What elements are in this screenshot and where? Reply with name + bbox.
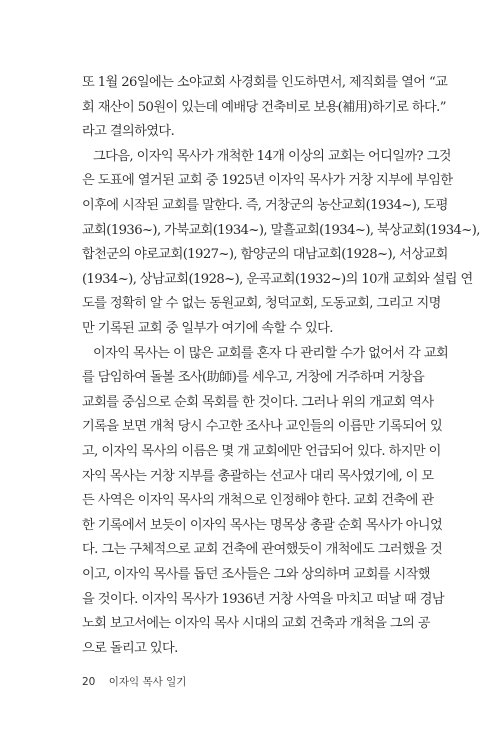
page-footer bbox=[82, 674, 186, 689]
page-number: 20 bbox=[82, 676, 96, 688]
body-line: 을 것이다. 이자익 목사가 1936년 거창 사역을 마치고 떠날 때 경남 bbox=[82, 591, 445, 607]
body-line: 으로 돌리고 있다. bbox=[82, 640, 178, 656]
body-line: 교회(1936~), 가북교회(1934~), 말흘교회(1934~), 북상교회(1934~), bbox=[82, 222, 480, 238]
body-line: 또 1월 26일에는 소야교회 사경회를 인도하면서, 제직회를 열어 “교 bbox=[82, 75, 448, 90]
body-line: 한 기록에서 보듯이 이자익 목사는 명목상 총괄 순회 목사가 아니었 bbox=[82, 517, 443, 533]
body-line: 이고, 이자익 목사를 돕던 조사들은 그와 상의하며 교회를 시작했 bbox=[82, 567, 430, 582]
running-title: 이자익 목사 일기 bbox=[108, 676, 187, 688]
body-line: 자익 목사는 거창 지부를 총괄하는 선교사 대리 목사였기에, 이 모 bbox=[82, 468, 434, 484]
body-line: 기록을 보면 개척 당시 수고한 조사나 교인들의 이름만 기록되어 있 bbox=[82, 419, 443, 435]
body-line: 은 도표에 열거된 교회 중 1925년 이자익 목사가 거창 지부에 부임한 bbox=[82, 173, 453, 189]
body-line: 를 담임하여 돌볼 조사(助師)를 세우고, 거창에 거주하며 거창읍 bbox=[82, 370, 425, 386]
body-line: 회 재산이 50원이 있는데 예배당 건축비로 보용(補用)하기로 하다.” bbox=[82, 99, 446, 115]
body-line: 다. 그는 구체적으로 교회 건축에 관여했듯이 개척에도 그러했을 것 bbox=[82, 542, 443, 558]
body-line: 노회 보고서에는 이자익 목사 시대의 교회 건축과 개척을 그의 공 bbox=[82, 616, 430, 632]
body-line: 도를 정확히 알 수 없는 동원교회, 청덕교회, 도동교회, 그리고 지명 bbox=[82, 296, 441, 312]
body-line: 그다음, 이자익 목사가 개척한 14개 이상의 교회는 어디일까? 그것 bbox=[93, 148, 451, 164]
body-line: 이자익 목사는 이 많은 교회를 혼자 다 관리할 수가 없어서 각 교회 bbox=[93, 345, 449, 361]
body-line: 이후에 시작된 교회를 말한다. 즉, 거창군의 농산교회(1934~), 도평 bbox=[82, 198, 448, 213]
body-line: (1934~), 상남교회(1928~), 운곡교회(1932~)의 10개 교회와 설립 연 bbox=[82, 271, 473, 287]
body-line: 합천군의 야로교회(1927~), 함양군의 대남교회(1928~), 서상교회 bbox=[82, 247, 448, 263]
body-line: 라고 결의하였다. bbox=[82, 124, 175, 140]
body-line: 고, 이자익 목사의 이름은 몇 개 교회에만 언급되어 있다. 하지만 이 bbox=[82, 444, 441, 459]
body-line: 만 기록된 교회 중 일부가 여기에 속할 수 있다. bbox=[82, 321, 333, 336]
body-line: 교회를 중심으로 순회 목회를 한 것이다. 그러나 위의 개교회 역사 bbox=[82, 394, 434, 410]
body-line: 든 사역은 이자익 목사의 개척으로 인정해야 한다. 교회 건축에 관 bbox=[82, 493, 434, 509]
